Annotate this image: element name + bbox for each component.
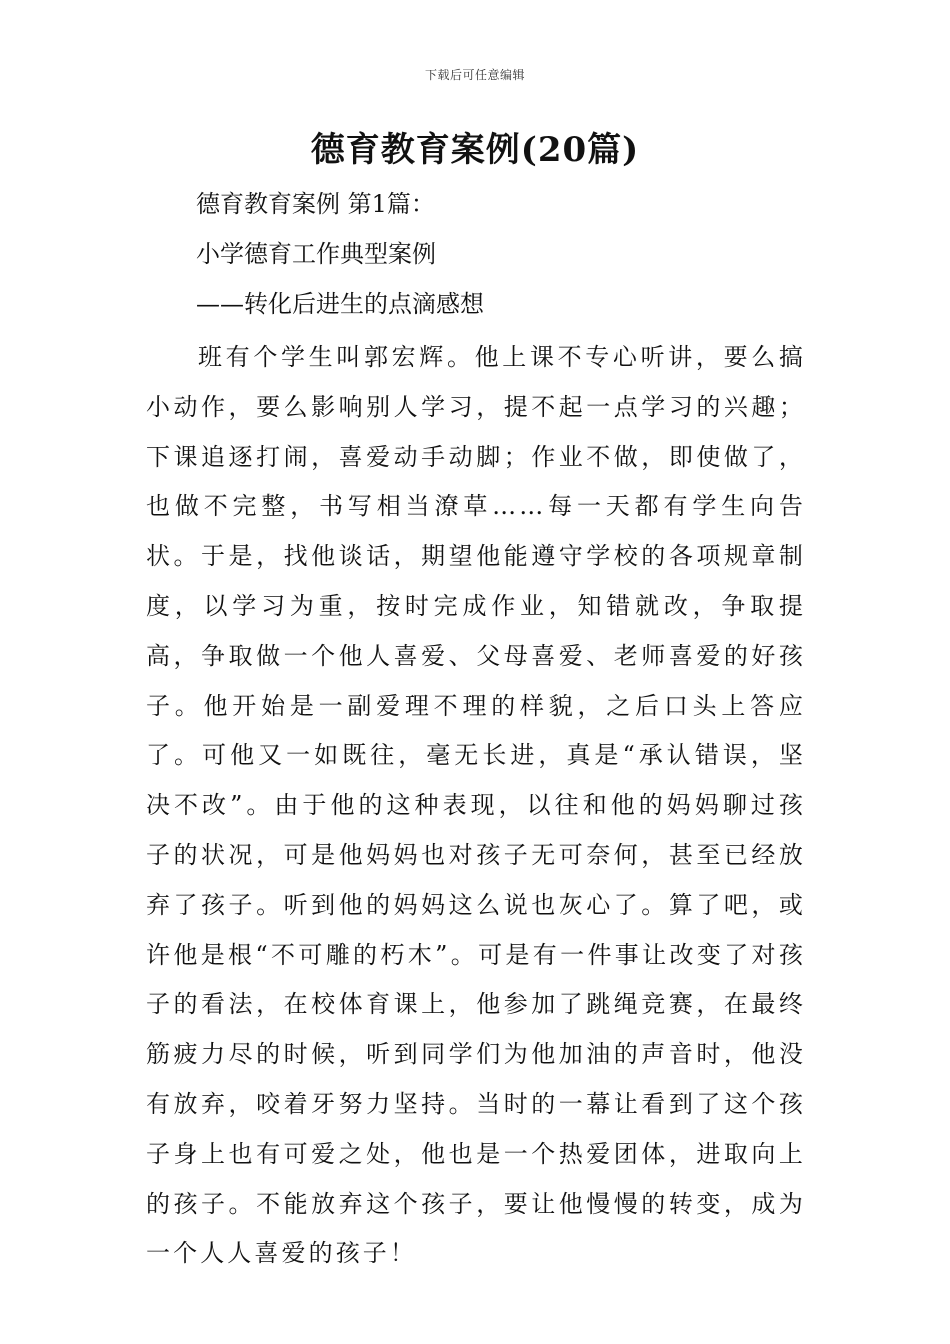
- document-title: 德育教育案例(20篇): [310, 130, 640, 170]
- case-title: 小学德育工作典型案例: [196, 240, 436, 268]
- body-paragraph: 班有个学生叫郭宏辉。他上课不专心听讲，要么搞小动作，要么影响别人学习，提不起一点学习的兴趣；下课追逐打闹，喜爱动手动脚；作业不做，即使做了，也做不完整，书写相当潦草……每一天都有学生向告状。于是，找他谈话，期望他能遵守学校的各项规章制度，以学习为重，按时完成作业，知错就改，争取提高，争取做一个他人喜爱、父母喜爱、老师喜爱的好孩子。他开始是一副爱理不理的样貌，之后口头上答应了。可他又一如既往，毫无长进，真是“承认错误，坚决不改”。由于他的这种表现，以往和他的妈妈聊过孩子的状况，可是他妈妈也对孩子无可奈何，甚至已经放弃了孩子。听到他的妈妈这么说也灰心了。算了吧，或许他是根“不可雕的朽木”。可是有一件事让改变了对孩子的看法，在校体育课上，他参加了跳绳竞赛，在最终筋疲力尽的时候，听到同学们为他加油的声音时，他没有放弃，咬着牙努力坚持。当时的一幕让看到了这个孩子身上也有可爱之处，他也是一个热爱团体，进取向上的孩子。不能放弃这个孩子，要让他慢慢的转变，成为一个人人喜爱的孩子！: [146, 343, 806, 1268]
- header-note: 下载后可任意编辑: [424, 68, 525, 82]
- case-subtitle: ——转化后进生的点滴感想: [196, 290, 484, 318]
- section-label: 德育教育案例 第1篇：: [196, 190, 435, 218]
